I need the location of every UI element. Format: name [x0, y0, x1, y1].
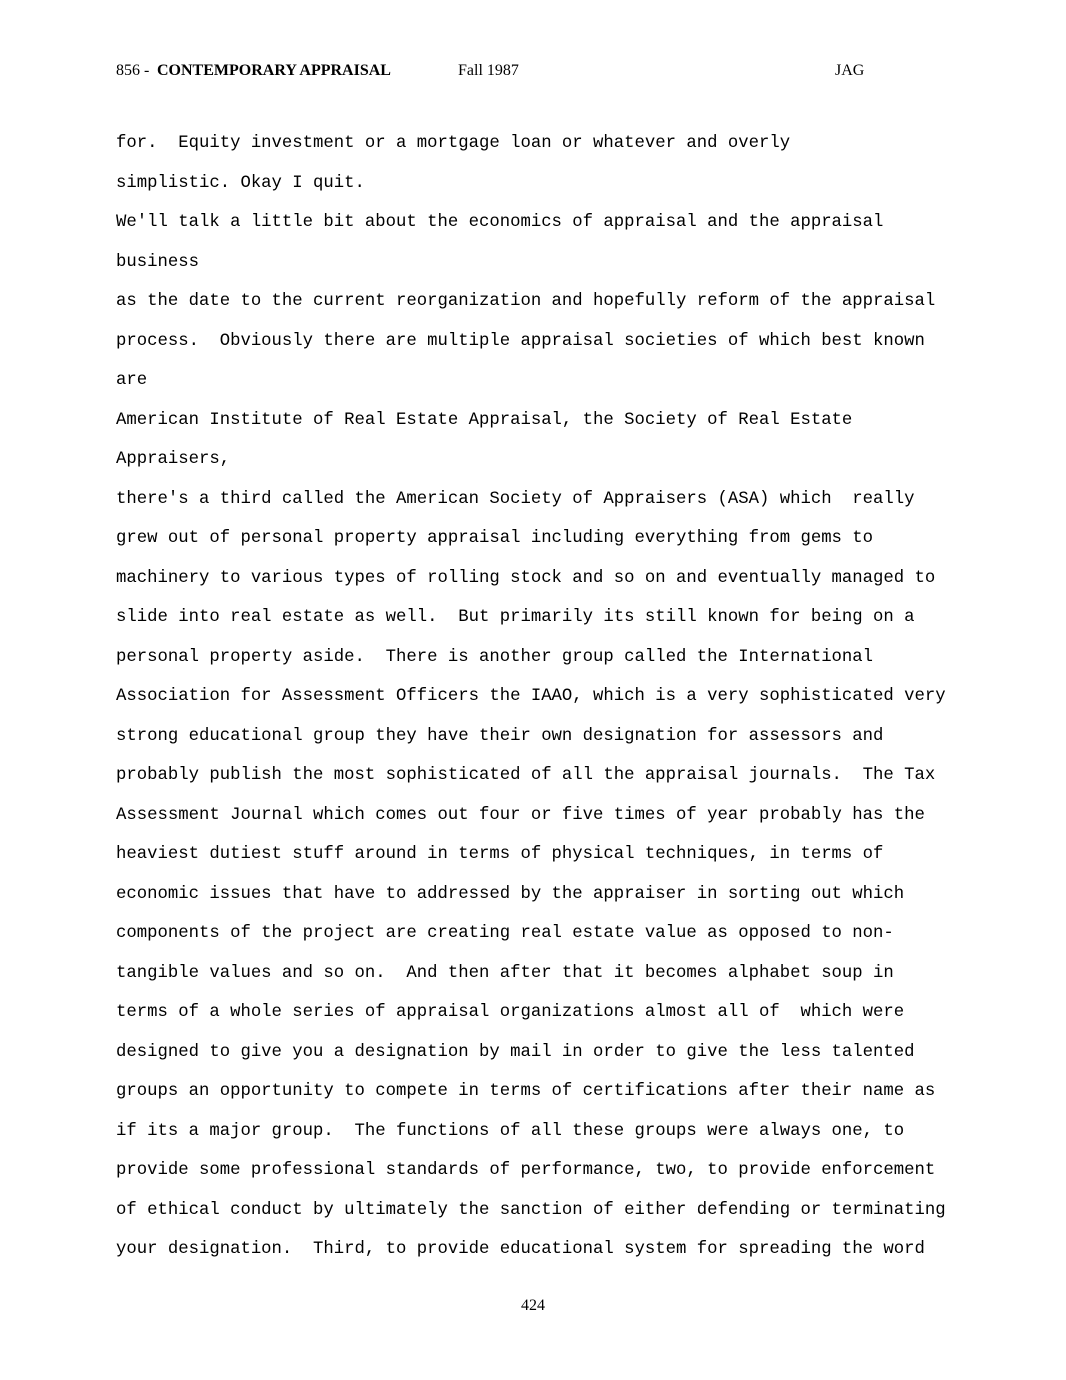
- text-line: We'll talk a little bit about the economics of appraisal and the appraisal: [116, 213, 884, 232]
- text-line: of ethical conduct by ultimately the sanction of either defending or terminating: [116, 1200, 946, 1220]
- text-line: your designation. Third, to provide educational system for spreading the word: [116, 1240, 925, 1259]
- text-line: provide some professional standards of performance, two, to provide enforcement: [116, 1161, 936, 1180]
- page-number: 424: [521, 1297, 545, 1314]
- text-line: personal property aside. There is another group called the International: [116, 647, 874, 667]
- text-line: business: [116, 252, 199, 272]
- text-line: for. Equity investment or a mortgage loan or whatever and overly: [116, 134, 791, 153]
- text-line: simplistic. Okay I quit.: [116, 173, 365, 193]
- text-line: grew out of personal property appraisal including everything from gems to: [116, 529, 874, 548]
- text-line: heaviest dutiest stuff around in terms of physical techniques, in terms of: [116, 845, 884, 864]
- text-line: Assessment Journal which comes out four or five times of year probably has the: [116, 805, 925, 825]
- course-title: CONTEMPORARY APPRAISAL: [157, 62, 391, 79]
- author-initials: JAG: [835, 62, 865, 79]
- term-label: Fall 1987: [458, 62, 519, 79]
- course-number: 856 -: [116, 62, 150, 79]
- text-line: Appraisers,: [116, 450, 231, 469]
- text-line: terms of a whole series of appraisal organizations almost all of which were: [116, 1003, 905, 1022]
- text-line: economic issues that have to addressed by the appraiser in sorting out which: [116, 884, 905, 904]
- text-line: machinery to various types of rolling stock and so on and eventually managed to: [116, 568, 936, 588]
- text-line: process. Obviously there are multiple appraisal societies of which best known: [116, 331, 925, 351]
- text-line: groups an opportunity to compete in terms of certifications after their name as: [116, 1082, 936, 1101]
- transcript-body: [116, 124, 976, 1270]
- text-line: probably publish the most sophisticated of all the appraisal journals. The Tax: [116, 766, 936, 785]
- text-line: designed to give you a designation by mail in order to give the less talented: [116, 1042, 915, 1062]
- text-line: Association for Assessment Officers the IAAO, which is a very sophisticated very: [116, 687, 946, 706]
- text-line: slide into real estate as well. But primarily its still known for being on a: [116, 608, 915, 627]
- text-line: components of the project are creating real estate value as opposed to non-: [116, 924, 894, 943]
- text-line: as the date to the current reorganization and hopefully reform of the appraisal: [116, 292, 936, 311]
- page-header: [116, 62, 916, 84]
- text-line: American Institute of Real Estate Appraisal, the Society of Real Estate: [116, 410, 853, 430]
- text-line: strong educational group they have their own designation for assessors and: [116, 726, 884, 746]
- text-line: are: [116, 371, 148, 390]
- text-line: there's a third called the American Society of Appraisers (ASA) which really: [116, 489, 915, 509]
- text-line: if its a major group. The functions of all these groups were always one, to: [116, 1121, 905, 1141]
- text-line: tangible values and so on. And then after that it becomes alphabet soup in: [116, 963, 894, 983]
